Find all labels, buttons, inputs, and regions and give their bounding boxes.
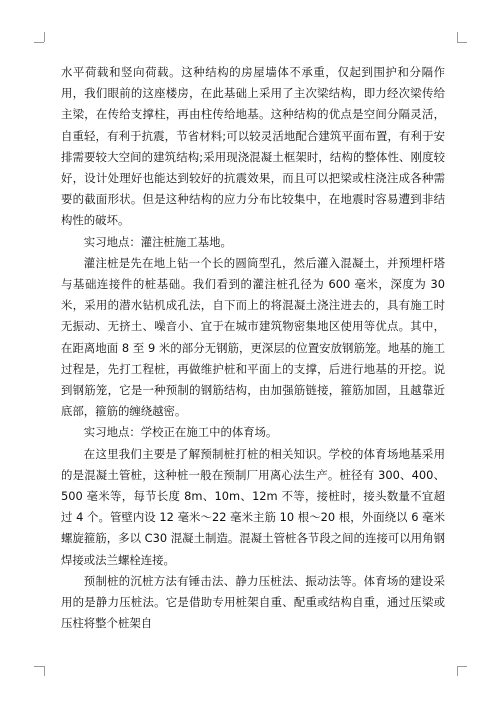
paragraph-site-cast-pile: 实习地点：灌注桩施工基地。 — [83, 234, 232, 249]
paragraph-cast-pile-description: 灌注桩是先在地上钻一个长的圆筒型孔，然后灌入混凝土，并预埋杆塔与基础连接件的桩基础。我们看到的灌注桩孔径为 600 毫米，深度为 30 米，采用的潜水钻机成孔法，自下而上的将混凝土浇注进去的，具有施工时无振动、无挤土、噪音小、宜于在城市建筑物密集地区使用等优点。其中，在距离地面 8 至 9 米的部分无钢筋，更深层的位置安放钢筋笼。地基的施工过程是，先打工程桩，再做维护桩和平面上的支撑，后进行地基的开挖。说到钢筋笼，它是一种预制的钢筋结构，由加强筋链接，箍筋加固，且越靠近底部，箍筋的缠绕越密。 — [61, 255, 445, 419]
crop-mark-top-left-h — [34, 42, 44, 43]
crop-mark-top-right-h — [457, 42, 467, 43]
crop-mark-top-right-v — [457, 32, 458, 42]
crop-mark-bottom-left-h — [34, 666, 44, 667]
paragraph-static-press-method: 预制桩的沉桩方法有锤击法、静力压桩法、振动法等。体育场的建设采用的是静力压桩法。它是借助专用桩架自重、配重或结构自重，通过压梁或压柱将整个桩架自 — [61, 573, 445, 631]
paragraph-precast-pile: 在这里我们主要是了解预制桩打桩的相关知识。学校的体育场地基采用的是混凝土管桩，这种桩一般在预制厂用离心法生产。桩径有 300、400、500 毫米等，每节长度 8m、10m、12m 不等，接桩时，接头数量不宜超过 4 个。管壁内设 12 毫米～22 毫米主筋 10 根～20 根，外面绕以 6 毫米螺旋箍筋，多以 C30 混凝土制造。混凝土管桩各节段之间的连接可以用角钢焊接或法兰螺栓连接。 — [61, 446, 445, 567]
paragraph-frame-structure: 水平荷载和竖向荷载。这种结构的房屋墙体不承重，仅起到围护和分隔作用，我们眼前的这座楼房，在此基础上采用了主次梁结构，即力经次梁传给主梁，在传给支撑柱，再由柱传给地基。这种结构的优点是空间分隔灵活，自重轻，有利于抗震，节省材料;可以较灵活地配合建筑平面布置，有利于安排需要较大空间的建筑结构;采用现浇混凝土框架时，结构的整体性、刚度较好，设计处理好也能达到较好的抗震效果，而且可以把梁或柱浇注成各种需要的截面形状。但是这种结构的应力分布比较集中，在地震时容易遭到非结构性的破坏。 — [61, 65, 445, 228]
crop-mark-bottom-right-h — [457, 666, 467, 667]
crop-mark-top-left-v — [44, 32, 45, 42]
paragraph-site-stadium: 实习地点：学校正在施工中的体育场。 — [83, 425, 278, 440]
document-body — [61, 62, 445, 634]
crop-mark-bottom-right-v — [457, 666, 458, 676]
crop-mark-bottom-left-v — [44, 666, 45, 676]
